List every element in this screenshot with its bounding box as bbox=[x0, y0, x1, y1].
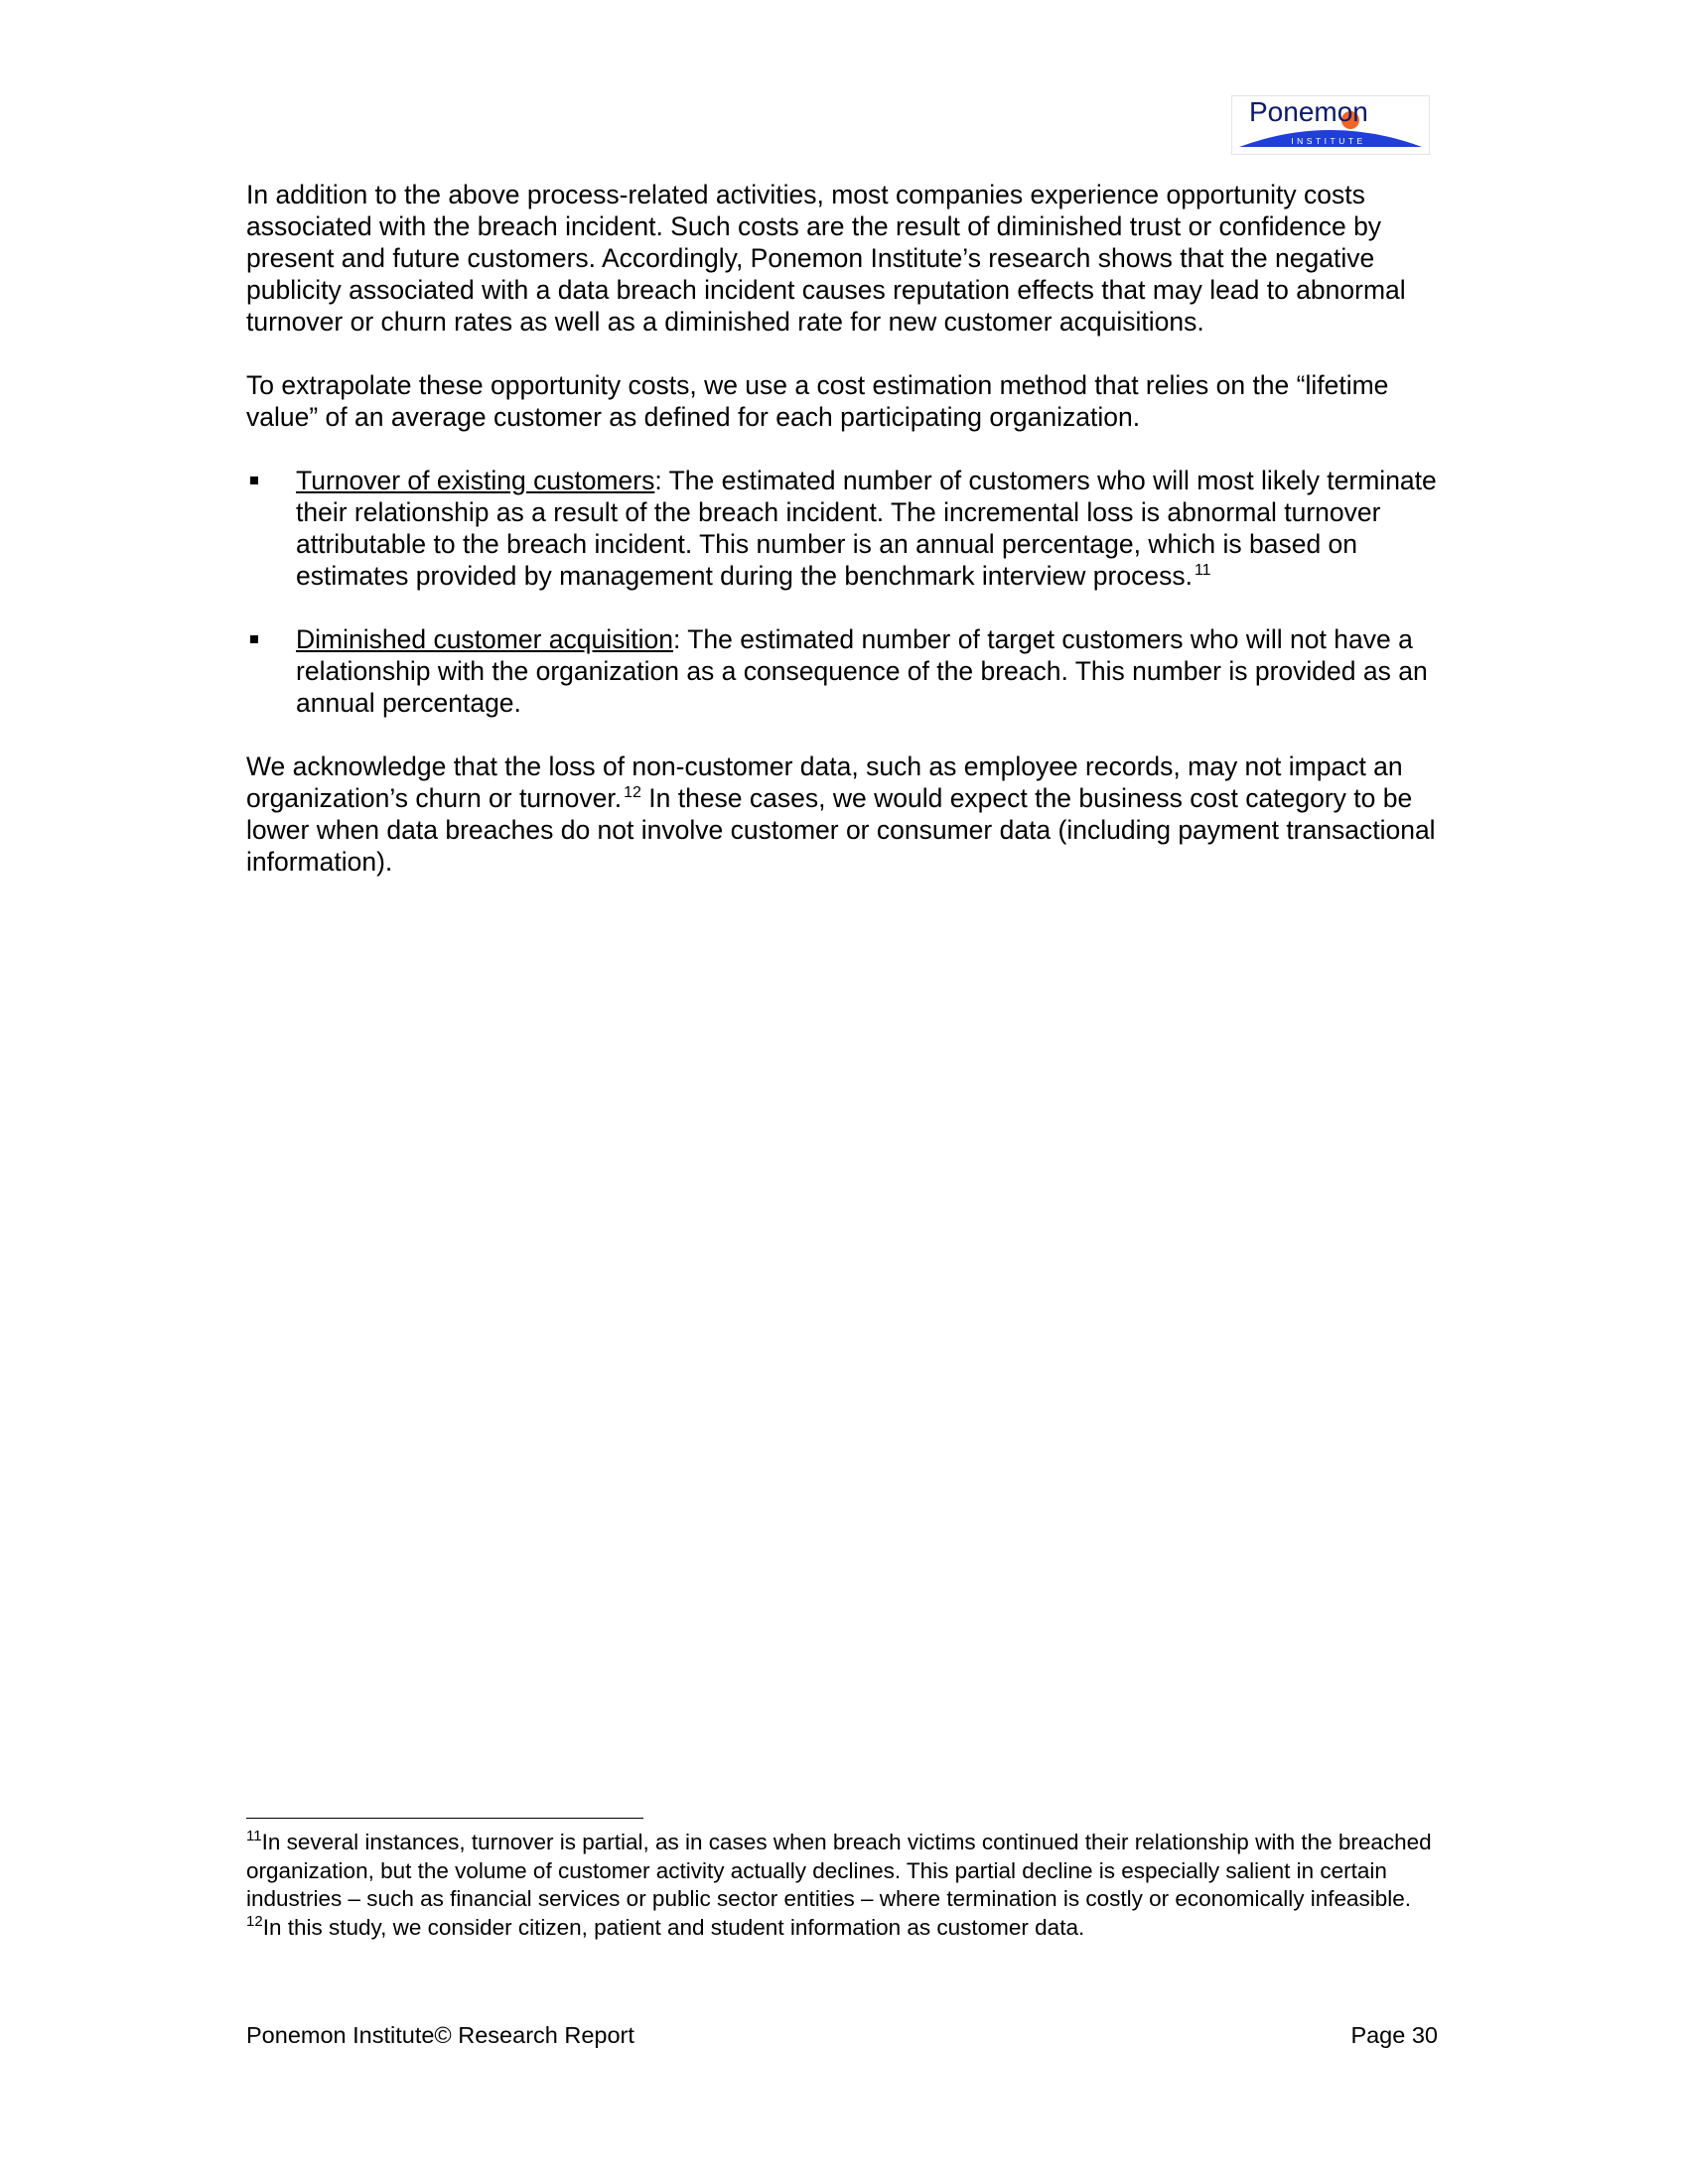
bullet-term: Diminished customer acquisition bbox=[296, 624, 673, 654]
footer-report-title: Ponemon Institute© Research Report bbox=[246, 2022, 634, 2048]
footnote-ref: 11 bbox=[1194, 562, 1211, 579]
ponemon-logo bbox=[1231, 95, 1430, 155]
footnote bbox=[246, 1914, 1438, 1943]
logo-wordmark: Ponemon bbox=[1249, 96, 1368, 127]
bullet-text: : The estimated number of target customers who will not have a relationship with the organization as a consequence of the breach. This number is provided as an annual percentage. bbox=[296, 624, 1428, 718]
footnote bbox=[246, 1829, 1438, 1914]
footnotes bbox=[246, 1829, 1438, 1942]
noncustomer-paragraph bbox=[246, 751, 1438, 878]
bullet-term: Turnover of existing customers bbox=[296, 466, 655, 495]
footnote-text: In several instances, turnover is partial, as in cases when breach victims continued their relationship with the breached organization, but the volume of customer activity actually declines. This partial decline is especially salient in certain industries – such as financial services or public sector entities – where termination is costly or economically infeasible. bbox=[246, 1830, 1432, 1911]
footnote-ref: 12 bbox=[624, 784, 641, 801]
square-bullet-icon bbox=[250, 477, 258, 484]
footnote-number: 11 bbox=[246, 1828, 262, 1844]
bullet-text: : The estimated number of customers who will most likely terminate their relationship as a result of the breach incident. The incremental loss is abnormal turnover attributable to the breach incident. This number is an annual percentage, which is based on estimates provided by management during the benchmark interview process. bbox=[296, 466, 1437, 591]
paragraph-text: We acknowledge that the loss of non-customer data, such as employee records, may not impact an organization’s churn or turnover. bbox=[246, 751, 1403, 813]
page-number: Page 30 bbox=[1350, 2022, 1438, 2048]
footnote-text: In this study, we consider citizen, patient and student information as customer data. bbox=[262, 1914, 1085, 1940]
paragraph-text: In these cases, we would expect the business cost category to be lower when data breaches do not involve customer or consumer data (including payment transactional information). bbox=[246, 783, 1436, 877]
cost-factor-list bbox=[246, 465, 1438, 719]
square-bullet-icon bbox=[250, 635, 258, 643]
main-content bbox=[246, 179, 1438, 909]
logo-subtitle: INSTITUTE bbox=[1291, 136, 1366, 146]
list-item bbox=[246, 465, 1438, 592]
footnote-number: 12 bbox=[246, 1912, 263, 1930]
method-paragraph: To extrapolate these opportunity costs, we use a cost estimation method that relies on the “lifetime value” of an average customer as defined for each participating organization. bbox=[246, 370, 1389, 432]
intro-paragraph: In addition to the above process-related activities, most companies experience opportunity costs associated with the breach incident. Such costs are the result of diminished trust or confidence by present and future customers. Accordingly, Ponemon Institute’s research shows that the negative publicity associated with a data breach incident causes reputation effects that may lead to abnormal turnover or churn rates as well as a diminished rate for new customer acquisitions. bbox=[246, 180, 1406, 337]
footnote-divider bbox=[246, 1818, 643, 1819]
list-item bbox=[246, 623, 1438, 719]
page-footer bbox=[246, 2020, 1438, 2050]
logo-graphic bbox=[1231, 95, 1430, 155]
